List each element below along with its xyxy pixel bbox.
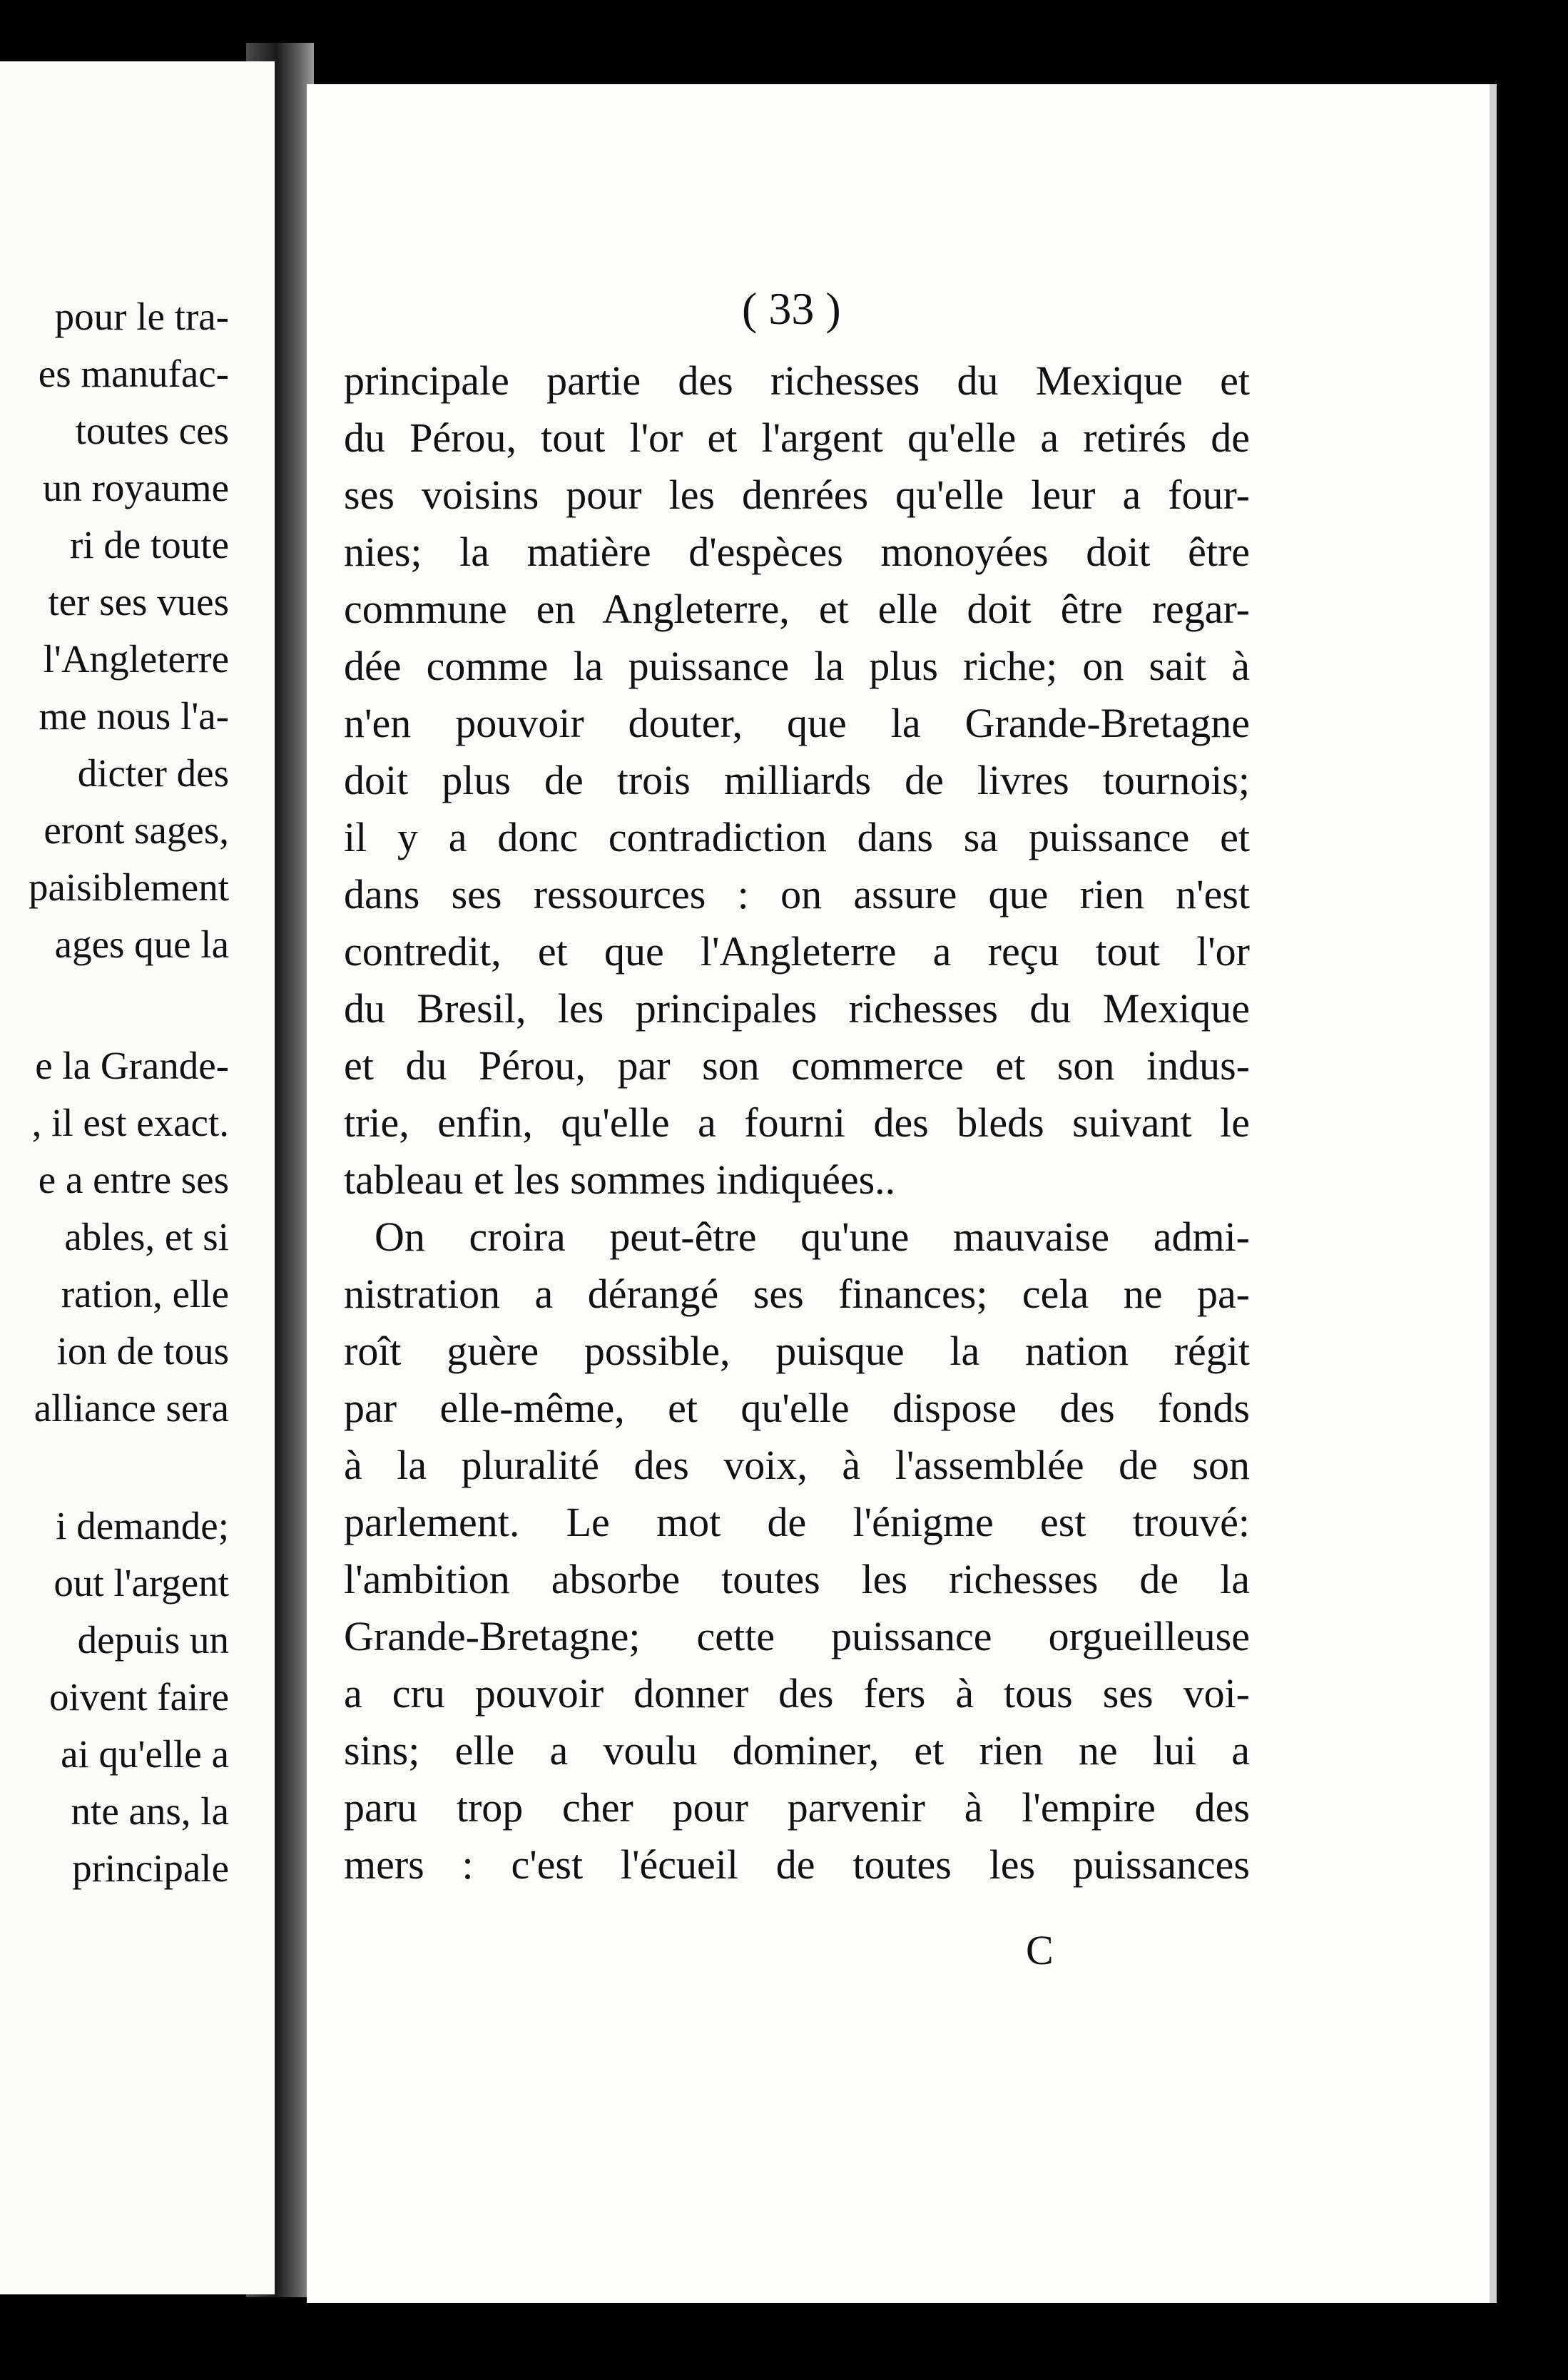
left-line: ri de toute bbox=[70, 523, 229, 566]
body-line: nies; la matière d'espèces monoyées doit être bbox=[344, 529, 1250, 575]
left-line: dicter des bbox=[77, 751, 229, 795]
body-line: paru trop cher pour parvenir à l'empire des bbox=[344, 1784, 1250, 1831]
left-line: principale bbox=[72, 1846, 229, 1890]
body-line: l'ambition absorbe toutes les richesses de la bbox=[344, 1556, 1250, 1602]
body-line: il y a donc contradiction dans sa puissance et bbox=[344, 814, 1250, 860]
left-line: ration, elle bbox=[61, 1272, 229, 1316]
body-line: a cru pouvoir donner des fers à tous ses voi- bbox=[344, 1670, 1250, 1717]
left-line: depuis un bbox=[77, 1618, 229, 1662]
left-line: toutes ces bbox=[75, 409, 229, 452]
body-line: n'en pouvoir douter, que la Grande-Bretagne bbox=[344, 700, 1250, 746]
left-line: un royaume bbox=[42, 466, 229, 509]
body-line: sins; elle a voulu dominer, et rien ne lui a bbox=[344, 1727, 1250, 1774]
left-line: pour le tra- bbox=[54, 295, 229, 338]
body-line: par elle-même, et qu'elle dispose des fonds bbox=[344, 1385, 1250, 1431]
left-line: l'Angleterre bbox=[43, 637, 229, 681]
body-line: ses voisins pour les denrées qu'elle leur a four- bbox=[344, 472, 1250, 518]
left-line: me nous l'a- bbox=[39, 694, 229, 738]
body-line: commune en Angleterre, et elle doit être regar- bbox=[344, 586, 1250, 632]
left-line: , il est exact. bbox=[31, 1101, 229, 1144]
body-line: tableau et les sommes indiquées.. bbox=[344, 1156, 896, 1203]
previous-page-fragment bbox=[0, 61, 275, 2294]
body-line: principale partie des richesses du Mexique et bbox=[344, 357, 1250, 404]
body-line: dans ses ressources : on assure que rien n'est bbox=[344, 871, 1250, 917]
left-line: paisiblement bbox=[28, 865, 229, 909]
body-line: à la pluralité des voix, à l'assemblée de son bbox=[344, 1442, 1250, 1488]
signature-mark: C bbox=[1026, 1927, 1054, 1973]
left-line: ai qu'elle a bbox=[61, 1732, 229, 1776]
left-line: out l'argent bbox=[54, 1561, 229, 1605]
left-line: i demande; bbox=[56, 1504, 229, 1547]
left-line: oivent faire bbox=[49, 1675, 229, 1719]
left-line: ables, et si bbox=[64, 1215, 229, 1258]
body-line: dée comme la puissance la plus riche; on sait à bbox=[344, 643, 1250, 689]
body-line: roît guère possible, puisque la nation régit bbox=[344, 1328, 1250, 1374]
left-line: nte ans, la bbox=[71, 1789, 229, 1833]
body-line: du Pérou, tout l'or et l'argent qu'elle a retirés de bbox=[344, 415, 1250, 461]
body-line: nistration a dérangé ses finances; cela ne pa- bbox=[344, 1271, 1250, 1317]
page-number: ( 33 ) bbox=[742, 283, 841, 334]
body-line: mers : c'est l'écueil de toutes les puissances bbox=[344, 1841, 1250, 1888]
body-line: contredit, et que l'Angleterre a reçu tout l'or bbox=[344, 928, 1250, 975]
left-line: ages que la bbox=[54, 922, 229, 966]
left-line: ion de tous bbox=[56, 1329, 229, 1373]
left-line: es manufac- bbox=[38, 352, 229, 395]
body-line: Grande-Bretagne; cette puissance orgueilleuse bbox=[344, 1613, 1250, 1659]
left-line: e la Grande- bbox=[35, 1044, 229, 1087]
body-line: trie, enfin, qu'elle a fourni des bleds suivant le bbox=[344, 1099, 1250, 1146]
left-line: e a entre ses bbox=[38, 1158, 229, 1201]
body-line: parlement. Le mot de l'énigme est trouvé: bbox=[344, 1499, 1250, 1545]
body-line: et du Pérou, par son commerce et son indus- bbox=[344, 1042, 1250, 1089]
left-line: alliance sera bbox=[34, 1386, 229, 1430]
body-line: doit plus de trois milliards de livres tournois; bbox=[344, 757, 1250, 803]
body-line: du Bresil, les principales richesses du Mexique bbox=[344, 985, 1250, 1032]
left-line: ter ses vues bbox=[48, 580, 229, 624]
body-line: On croira peut-être qu'une mauvaise admi- bbox=[375, 1214, 1250, 1260]
left-line: eront sages, bbox=[44, 808, 229, 852]
